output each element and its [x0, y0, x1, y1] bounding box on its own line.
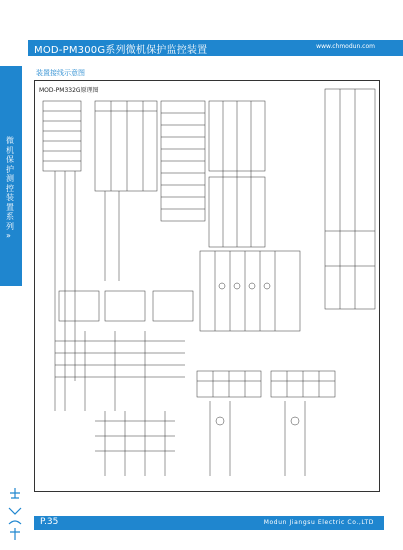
diagram-title: MOD-PM332G原理图	[39, 87, 99, 94]
sidebar-tab[interactable]	[0, 66, 22, 286]
header-url[interactable]: www.chmodun.com	[316, 43, 375, 50]
page-number: P.35	[40, 517, 59, 527]
header-title: MOD-PM300G系列微机保护监控装置	[34, 45, 208, 56]
page-header	[0, 0, 403, 66]
section-title: 装置接线示意图	[36, 69, 85, 77]
page-footer	[34, 516, 384, 530]
sidebar-tab-text: 微机保护测控装置系列 »	[6, 136, 14, 240]
company-logo-icon	[4, 484, 26, 544]
diagram-svg	[35, 81, 379, 491]
company-name: Modun Jiangsu Electric Co.,LTD	[263, 519, 374, 526]
wiring-diagram	[34, 80, 380, 492]
